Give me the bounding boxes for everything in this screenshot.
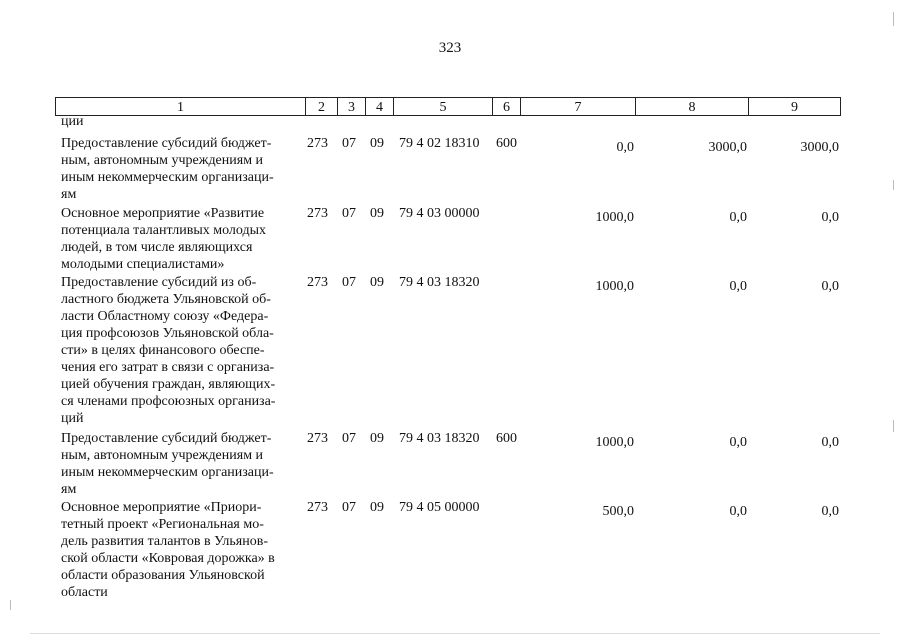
cell-c4: 09 <box>370 206 384 221</box>
cell-c6: 600 <box>496 431 517 446</box>
cell-c9: 0,0 <box>821 504 839 519</box>
cell-c7: 0,0 <box>616 140 634 155</box>
page-number: 323 <box>438 40 462 56</box>
description-line: иным некоммерческим организаци- <box>61 170 274 185</box>
cell-c9: 0,0 <box>821 435 839 450</box>
scan-speck <box>893 180 894 190</box>
cell-c5: 79 4 02 18310 <box>399 136 480 151</box>
description-line: области образования Ульяновской <box>61 568 265 583</box>
description-line: молодыми специалистами» <box>61 257 225 272</box>
header-cell-4: 4 <box>365 97 394 116</box>
cell-c6: 600 <box>496 136 517 151</box>
cell-c3: 07 <box>342 275 356 290</box>
cell-c7: 1000,0 <box>595 435 634 450</box>
cell-c3: 07 <box>342 500 356 515</box>
header-cell-3: 3 <box>337 97 366 116</box>
cell-c5: 79 4 03 18320 <box>399 431 480 446</box>
description-line: Предоставление субсидий из об- <box>61 275 257 290</box>
header-cell-9: 9 <box>748 97 841 116</box>
cell-c2: 273 <box>307 275 328 290</box>
cell-c9: 3000,0 <box>800 140 839 155</box>
cell-c9: 0,0 <box>821 279 839 294</box>
cell-c3: 07 <box>342 431 356 446</box>
header-cell-2: 2 <box>305 97 338 116</box>
cell-c7: 1000,0 <box>595 279 634 294</box>
description-line: ным, автономным учреждениям и <box>61 448 264 463</box>
header-cell-7: 7 <box>520 97 636 116</box>
description-line: ций <box>61 411 84 426</box>
description-line: цией обучения граждан, являющих- <box>61 377 276 392</box>
description-line: людей, в том числе являющихся <box>61 240 253 255</box>
description-line: ным, автономным учреждениям и <box>61 153 264 168</box>
description-line: потенциала талантливых молодых <box>61 223 267 238</box>
header-cell-8: 8 <box>635 97 749 116</box>
description-line: чения его затрат в связи с организа- <box>61 360 275 375</box>
cell-c5: 79 4 03 00000 <box>399 206 480 221</box>
cell-c8: 3000,0 <box>708 140 747 155</box>
continuation-line: ции <box>61 114 84 129</box>
scan-speck <box>30 633 880 634</box>
cell-c3: 07 <box>342 136 356 151</box>
description-line: Предоставление субсидий бюджет- <box>61 136 272 151</box>
row-description <box>61 499 296 601</box>
cell-c9: 0,0 <box>821 210 839 225</box>
cell-c4: 09 <box>370 500 384 515</box>
header-cell-5: 5 <box>393 97 493 116</box>
cell-c5: 79 4 05 00000 <box>399 500 480 515</box>
cell-c8: 0,0 <box>729 435 747 450</box>
header-cell-6: 6 <box>492 97 521 116</box>
cell-c4: 09 <box>370 431 384 446</box>
cell-c7: 500,0 <box>602 504 634 519</box>
description-line: ям <box>61 187 77 202</box>
cell-c4: 09 <box>370 275 384 290</box>
cell-c8: 0,0 <box>729 504 747 519</box>
description-line: Основное мероприятие «Приори- <box>61 500 262 515</box>
scan-speck <box>893 420 894 432</box>
description-line: ской области «Ковровая дорожка» в <box>61 551 275 566</box>
description-line: дель развития талантов в Ульянов- <box>61 534 268 549</box>
scan-speck <box>10 600 11 610</box>
description-line: иным некоммерческим организаци- <box>61 465 274 480</box>
description-line: ласти Областному союзу «Федера- <box>61 309 269 324</box>
cell-c2: 273 <box>307 431 328 446</box>
row-description <box>61 135 296 203</box>
row-description <box>61 274 296 427</box>
row-description <box>61 430 296 498</box>
cell-c8: 0,0 <box>729 279 747 294</box>
cell-c5: 79 4 03 18320 <box>399 275 480 290</box>
cell-c2: 273 <box>307 206 328 221</box>
row-description <box>61 205 296 273</box>
description-line: ям <box>61 482 77 497</box>
scan-speck <box>893 12 894 26</box>
description-line: Основное мероприятие «Развитие <box>61 206 265 221</box>
cell-c7: 1000,0 <box>595 210 634 225</box>
cell-c4: 09 <box>370 136 384 151</box>
cell-c8: 0,0 <box>729 210 747 225</box>
cell-c2: 273 <box>307 500 328 515</box>
description-line: тетный проект «Региональная мо- <box>61 517 264 532</box>
description-line: сти» в целях финансового обеспе- <box>61 343 265 358</box>
header-cell-1: 1 <box>55 97 306 116</box>
description-line: ся членами профсоюзных организа- <box>61 394 276 409</box>
description-line: ция профсоюзов Ульяновской обла- <box>61 326 274 341</box>
description-line: ластного бюджета Ульяновской об- <box>61 292 271 307</box>
cell-c2: 273 <box>307 136 328 151</box>
description-line: Предоставление субсидий бюджет- <box>61 431 272 446</box>
description-line: области <box>61 585 108 600</box>
cell-c3: 07 <box>342 206 356 221</box>
